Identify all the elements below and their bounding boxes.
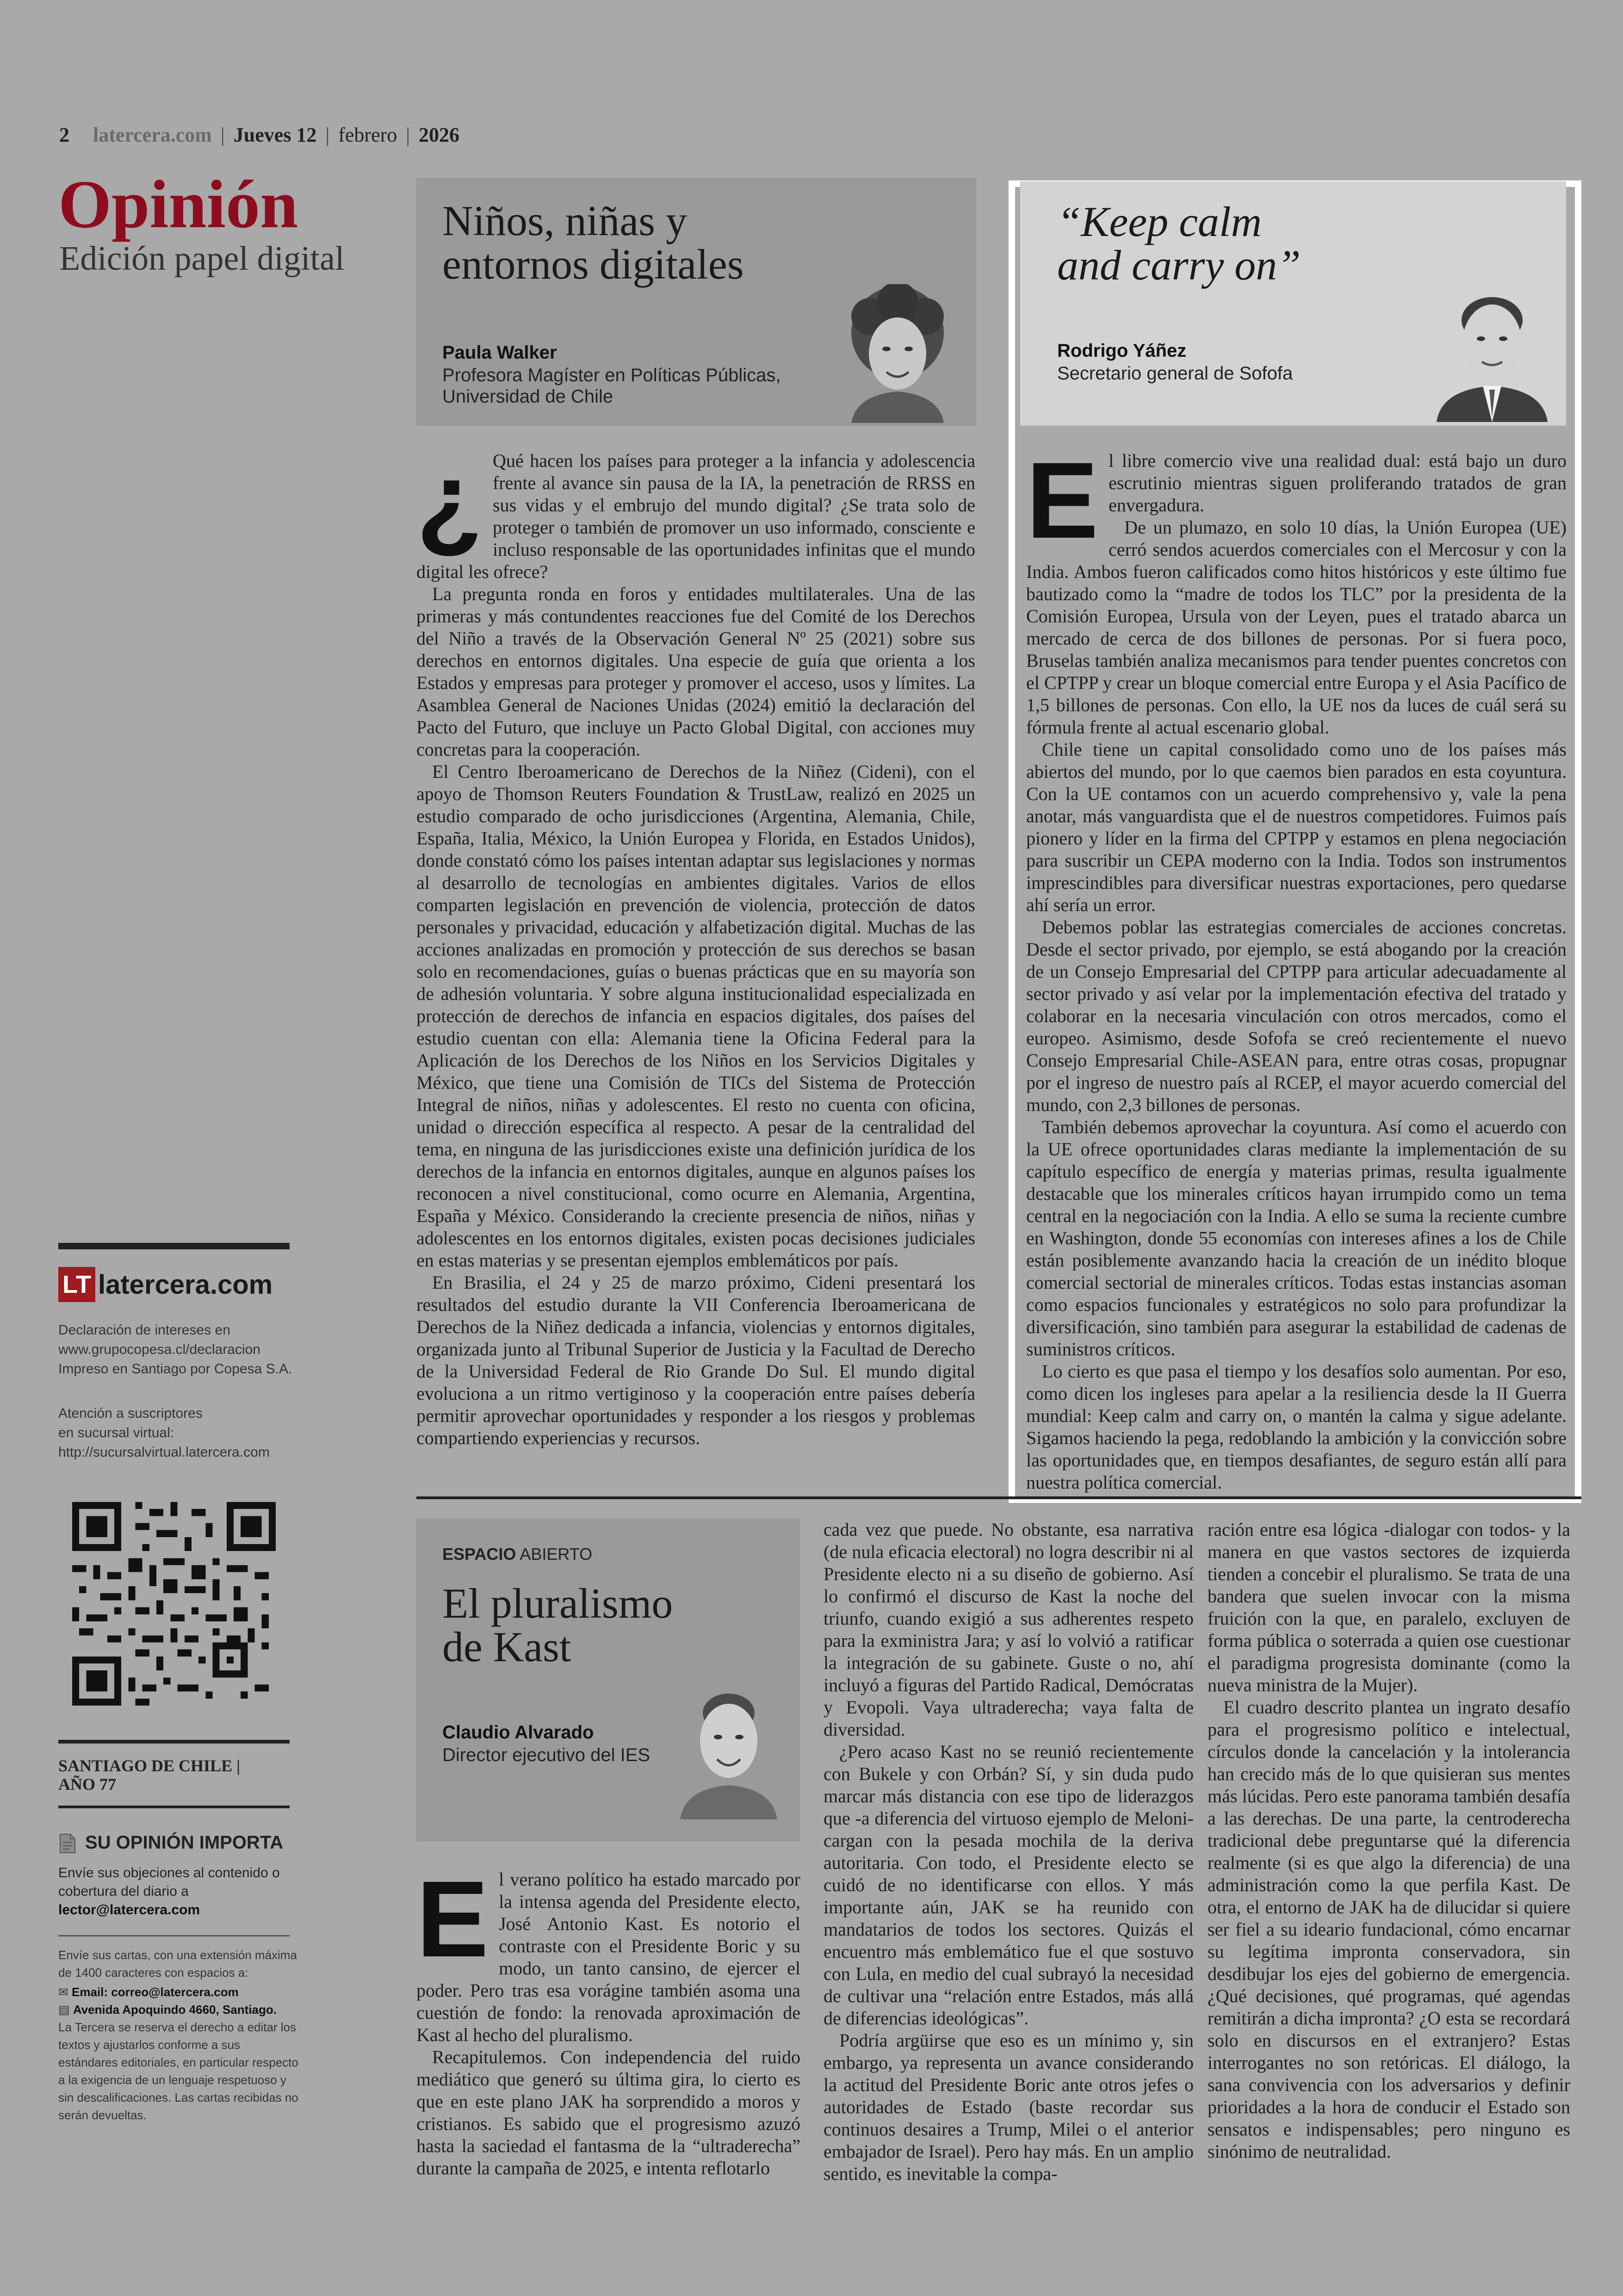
header-year: 2026 [419, 124, 460, 146]
sidebar-rule [58, 1806, 290, 1808]
brand-name: latercera.com [98, 1269, 273, 1300]
article2-paragraph: l libre comercio vive una realidad dual: está bajo un duro escrutinio mientras siguen proliferando tratados de gran envergadura. [1109, 450, 1567, 515]
article1-paragraph: Qué hacen los países para proteger a la infancia y adolescencia frente al avance sin pausa de la IA, la penetración de RRSS en sus vidas y el embrujo del mundo digital? ¿Se trata solo de proteger o también de promover un uso informado, consciente e incluso responsable de las oportunidades infinitas que el mundo digital les ofrece? [416, 450, 975, 582]
sidebar-subscribers: Atención a suscriptores en sucursal virtual: http://sucursalvirtual.latercera.com [58, 1404, 270, 1462]
article3-body-column-1 [416, 1858, 800, 2285]
article2-title: “Keep calm and carry on” [1057, 198, 1301, 289]
article2-paragraph: También debemos aprovechar la coyuntura. Así como el acuerdo con la UE ofrece oportunidades claras mediante la implementación de su capítulo específico de energía y materias primas, resulta igualmente destacable que los minerales críticos hayan irrumpido como un tema central en la negociación con la India. A ello se suma la reciente cumbre en Washington, donde 55 economías con intereses afines a los de Chile están posiblemente avanzando hacia la creación de un inédito bloque comercial sectorial de minerales críticos. Todas estas instancias asoman como espacios funcionales y estratégicos no solo para profundizar la diversificación, sino también para asegurar la estabilidad de cadenas de suministros críticos. [1026, 1117, 1567, 1359]
section-title: Opinión [58, 167, 298, 242]
author-portrait-claudio-alvarado [675, 1681, 782, 1819]
sidebar-declaration: Declaración de intereses en www.grupocopesa.cl/declaracion Impreso en Santiago por Copesa S.A. [58, 1322, 292, 1377]
article3-author: Claudio Alvarado [442, 1722, 594, 1743]
article3-paragraph: ración entre esa lógica -dialogar con todos- y la manera en que vastos sectores de izquierda tienden a concebir el pluralismo. Se trata de una bandera que suelen invocar con la misma fruición con la que, en paralelo, excluyen de forma pública o soterrada a quien ose cuestionar el paradigma progresista dominante (como la nueva ministra de la Mujer). [1208, 1519, 1570, 1695]
opinion-description: Envíe sus objeciones al contenido o cobertura del diario a lector@latercera.com [58, 1865, 280, 1917]
article3-body-column-2 [824, 1519, 1194, 2287]
brand-logo-icon: LT [58, 1267, 95, 1302]
article3-kicker: ESPACIO ABIERTO [442, 1545, 593, 1564]
article2-author: Rodrigo Yáñez [1057, 341, 1187, 361]
article2-paragraph: De un plumazo, en solo 10 días, la Unión Europea (UE) cerró sendos acuerdos comerciales con el Mercosur y con la India. Ambos fueron calificados como hitos históricos y este último fue bautizado como la “madre de todos los TLC” por la presidenta de la Comisión Europea, Ursula von der Leyen, pues el tratado abarca un mercado de cerca de dos billones de personas. Por si fuera poco, Bruselas también analiza mecanismos para tender puentes concretos con el CPTPP y crear un bloque comercial entre Europa y el Asia Pacífico de 1,5 billones de personas. Con ello, la UE nos da luces de cuál será su fórmula frente al actual escenario global. [1026, 517, 1567, 738]
article3-dropcap: E [416, 1858, 489, 1980]
opinion-email-link[interactable]: lector@latercera.com [58, 1902, 200, 1917]
article3-paragraph: l verano político ha estado marcado por la intensa agenda del Presidente electo, José Antonio Kast. Es notorio el contraste con el Presidente Boric y su modo, un tanto cansino, de ejercer el poder. Pero tras esa vorágine también asoma una cuestión de fondo: la renovada aproximación de Kast al hecho del pluralismo. [416, 1869, 800, 2045]
article1-author: Paula Walker [442, 342, 557, 363]
sidebar-rule [58, 1740, 290, 1744]
section-divider [416, 1496, 1581, 1499]
article3-body-column-3 [1208, 1519, 1570, 2287]
article2-paragraph: Lo cierto es que pasa el tiempo y los desafíos solo aumentan. Por eso, como dicen los ingleses para apelar a la resiliencia desde la II Guerra mundial: Keep calm and carry on, o mantén la calma y sigue adelante. Sigamos haciendo la pega, redoblando la ambición y la convicción sobre las oportunidades que, en tiempos desafiantes, de seguro están allí para nuestra política comercial. [1026, 1361, 1567, 1493]
author-portrait-rodrigo-yanez [1432, 283, 1552, 422]
subscribers-link[interactable]: http://sucursalvirtual.latercera.com [58, 1445, 270, 1460]
article3-title: El pluralismo de Kast [442, 1580, 673, 1670]
city-year: SANTIAGO DE CHILE | AÑO 77 [58, 1756, 241, 1793]
article1-header [416, 178, 976, 426]
declaration-link[interactable]: www.grupocopesa.cl/declaracion [58, 1342, 260, 1357]
section-subtitle: Edición papel digital [59, 240, 345, 278]
header-day: Jueves 12 [233, 124, 317, 146]
letters-info: Envíe sus cartas, con una extensión máxima de 1400 caracteres con espacios a: ✉ Email: correo@latercera.com ▤ Avenida Apoquindo 4660, Santiago. La Tercera se reserva el derecho a editar los textos y ajustarlos conforme a sus estándares editoriales, en particular respecto a la exigencia de un lenguaje respetuoso y sin descalificaciones. Las cartas recibidas no serán devueltas. [58, 1948, 298, 2122]
article3-paragraph: Recapitulemos. Con independencia del ruido mediático que generó su última gira, lo cierto es que en este plano JAK ha sorprendido a moros y cristianos. Es sabido que el progresismo azuzó hasta la saciedad el fantasma de la “ultraderecha” durante la campaña de 2025, e intenta reflotarlo [416, 2047, 800, 2178]
page-header: 2 latercera.com | Jueves 12 | febrero | 2026 [59, 124, 460, 146]
article1-title: Niños, niñas y entornos digitales [442, 197, 744, 288]
letters-address: ▤ Avenida Apoquindo 4660, Santiago. [58, 2003, 277, 2017]
article1-body [416, 440, 975, 1486]
mailbox-icon: ▤ [58, 2003, 70, 2017]
document-icon [58, 1833, 77, 1854]
opinion-title: SU OPINIÓN IMPORTA [58, 1832, 283, 1854]
article3-header [416, 1519, 800, 1842]
article2-paragraph: Debemos poblar las estrategias comerciales de acciones concretas. Desde el sector privado, por ejemplo, se está abogando por la creación de un Consejo Empresarial del CPTPP para articular adecuadamente al sector privado y así velar por la implementación efectiva del tratado y colaborar en la necesaria vinculación con otros mercados, como el europeo. Asimismo, desde Sofofa se creó recientemente el nuevo Consejo Empresarial Chile-ASEAN para, entre otras cosas, propugnar por el ingreso de nuestro país al RCEP, el mayor acuerdo comercial del mundo, con 2,3 billones de personas. [1026, 917, 1567, 1115]
article1-paragraph: El Centro Iberoamericano de Derechos de la Niñez (Cideni), con el apoyo de Thomson Reuters Foundation & TrustLaw, realizó en 2025 un estudio comparado de ocho jurisdicciones (Argentina, Alemania, Chile, España, Italia, México, la Unión Europea y Florida, en Estados Unidos), donde constató cómo los países intentan adaptar sus legislaciones y normas al desarrollo de tecnologías en ambientes digitales. Varios de ellos comparten legislación en prevención de violencia, protección de datos personales y privacidad, educación y alfabetización digital. Muchas de las acciones analizadas en promoción y protección de sus derechos se basan solo en recomendaciones, guías o buenas prácticas que en su mayoría son de adhesión voluntaria. Y sobre alguna institucionalidad especializada en protección de derechos de infancia en espacios digitales, dos países del estudio cuentan con ella: Alemania tiene la Oficina Federal para la Aplicación de los Derechos de los Niños en los Servicios Digitales y México, que tiene una Comisión de TICs del Sistema de Protección Integral de niños, niñas y adolescentes. El resto no cuenta con oficina, unidad o dirección específica al respecto. A pesar de la centralidad del tema, en ninguna de las jurisdicciones existe una definición jurídica de los derechos de la infancia en entornos digitales, aunque en algunos países los reconocen a nivel constitucional, como ocurre en Alemania, Argentina, España y México. Considerando la creciente presencia de niños, niñas y adolescentes en los entornos digitales, existen pocas decisiones judiciales en estas materias y se presentan ejemplos emblemáticos por país. [416, 761, 975, 1271]
sidebar-rule [58, 1243, 290, 1249]
article3-paragraph: ¿Pero acaso Kast no se reunió recientemente con Bukele y con Orbán? Sí, y sin duda pudo marcar más distancia con ese tipo de liderazgos que -a diferencia del virtuoso ejemplo de Meloni- cargan con la pesada mochila de la deriva autoritaria. Con todo, el Presidente electo se cuidó de no identificarse con ellos. Y más importante aún, JAK se ha reunido con mandatarios de todos los sectores. Quizás el encuentro más emblemático fue el que sostuvo con Lula, en medio del cual subrayó la necesidad de cultivar una “relación entre Estados, más allá de diferencias ideológicas”. [824, 1741, 1194, 2029]
article2-dropcap: E [1026, 440, 1099, 561]
article1-dropcap: ¿ [416, 440, 483, 561]
header-site[interactable]: latercera.com [93, 124, 212, 146]
article2-body [1026, 440, 1567, 1493]
sidebar-brand[interactable] [58, 1267, 273, 1304]
page-number: 2 [59, 124, 69, 146]
header-month: febrero [338, 124, 397, 146]
article1-paragraph: La pregunta ronda en foros y entidades multilaterales. Una de las primeras y más contundentes reacciones fue del Comité de los Derechos del Niño a través de la Observación General Nº 25 (2021) sobre sus derechos en entornos digitales. Una especie de guía que orienta a los Estados y empresas para proteger y promover el acceso, usos y límites. La Asamblea General de Naciones Unidas (2024) emitió la declaración del Pacto del Futuro, que incluye un Pacto Global Digital, con acciones muy concretas para la cooperación. [416, 583, 975, 760]
article1-paragraph: En Brasilia, el 24 y 25 de marzo próximo, Cideni presentará los resultados del estudio durante la VII Conferencia Iberoamericana de Derechos de la Niñez dedicada a infancia, violencias y entornos digitales, organizada junto al Tribunal Superior de Justicia y la Facultad de Derecho de la Universidad Federal de Rio Grande Do Sul. El mundo digital evoluciona a un ritmo vertiginoso y la cooperación entre países debería permitir aprovechar oportunidades y responder a los riesgos y problemas compartiendo experiencias y recursos. [416, 1272, 975, 1448]
article3-role: Director ejecutivo del IES [442, 1745, 650, 1765]
article2-header [1020, 181, 1566, 426]
article1-role: Profesora Magíster en Políticas Públicas, Universidad de Chile [442, 365, 781, 407]
letters-email[interactable]: ✉ Email: correo@latercera.com [58, 1985, 239, 1999]
sidebar-rule [58, 1935, 290, 1936]
email-icon: ✉ [58, 1985, 68, 1999]
qr-code[interactable] [72, 1502, 276, 1706]
article2-role: Secretario general de Sofofa [1057, 363, 1293, 384]
author-portrait-paula-walker [842, 284, 953, 423]
article2-paragraph: Chile tiene un capital consolidado como uno de los países más abiertos del mundo, por lo que caemos bien parados en esta coyuntura. Con la UE contamos con un acuerdo comprehensivo y, vale la pena anotar, más vanguardista que el de nuestros competidores. Fuimos país pionero y líder en la firma del CPTPP y estamos en plena negociación para suscribir un CEPA moderno con la India. Todos son instrumentos imprescindibles para diversificar nuestras exportaciones, pero quedarse ahí sería un error. [1026, 739, 1567, 915]
article3-paragraph: Podría argüirse que eso es un mínimo y, sin embargo, ya representa un avance considerando la actitud del Presidente Boric ante otros jefes o autoridades de Estado (baste recordar sus continuos desaires a Trump, Milei o el anterior embajador de Israel). Pero hay más. En un amplio sentido, es inevitable la compa- [824, 2030, 1194, 2184]
article3-paragraph: cada vez que puede. No obstante, esa narrativa (de nula eficacia electoral) no logra describir ni al Presidente electo ni a su diseño de gobierno. Así lo confirmó el discurso de Kast la noche del triunfo, cuando exigió a sus adherentes respeto para la exministra Jara; y así lo volvió a ratificar la integración de su gabinete. Guste o no, ahí incluyó a figuras del Partido Radical, Demócratas y Evopoli. Vaya ultraderecha; vaya falta de diversidad. [824, 1519, 1194, 1740]
article3-paragraph: El cuadro descrito plantea un ingrato desafío para el progresismo político e intelectual, círculos donde la cancelación y la intolerancia han crecido más de lo que quisieran sus mentes más lúcidas. Pero este panorama también desafía a las derechas. De una parte, la centroderecha tradicional debe preguntarse qué la diferencia realmente (si es que algo la diferencia) de una administración como la que perfila Kast. De otra, el entorno de JAK ha de dilucidar si quiere ser fiel a su ideario fundacional, cómo encarnar su legítima impronta conservadora, sin desdibujar los ejes del gobierno de emergencia. ¿Qué decisiones, qué programas, qué agendas remitirán a dicha impronta? ¿O esta se recordará solo en discursos en el extranjero? Estas interrogantes no son retóricas. El diálogo, la sana convivencia con los adversarios y definir prioridades a la hora de conducir el Estado son sensatos e indispensables; pero ninguno es sinónimo de neutralidad. [1208, 1697, 1570, 2162]
